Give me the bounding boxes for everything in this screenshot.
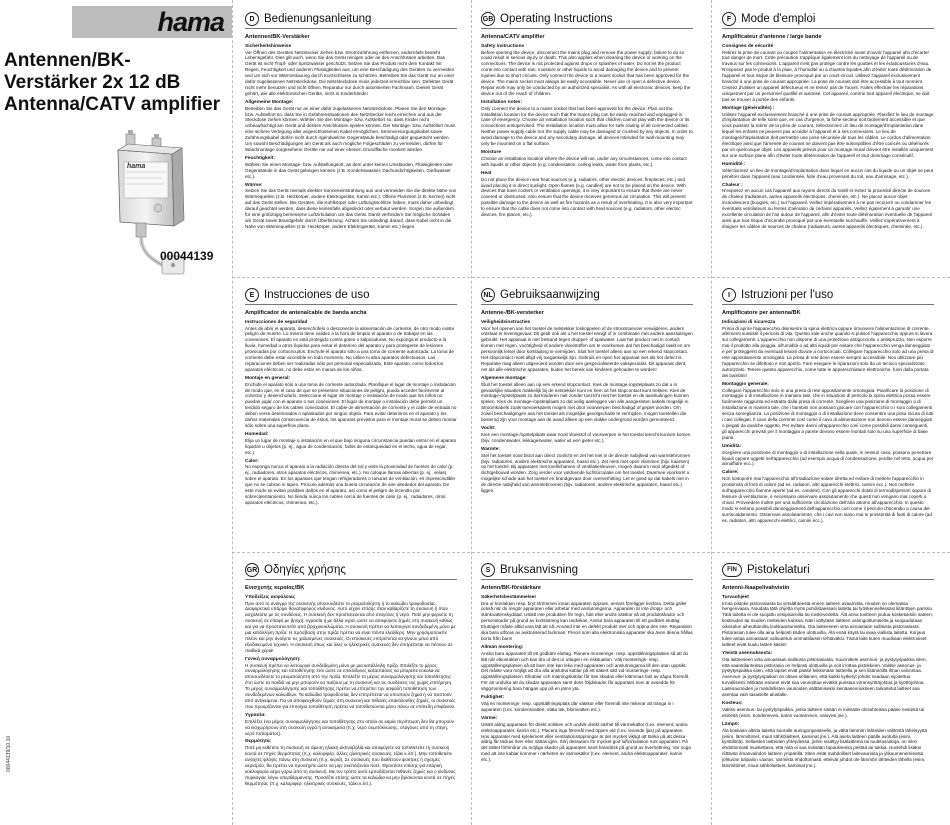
section-fin <box>722 563 934 815</box>
cover-title-line-1: Antennen/BK- <box>4 50 131 71</box>
section-f <box>722 12 934 266</box>
subsection-text: Sluit het toestel alleen aan op een erkend stopcontact. Kies de montage-/opstelplaats zo dat u in gevaarlijke situaties makkelijk bij de netstekker kunt en hem uit het stopcontact kunt trekken. Kies de montage-/opstelplaats zo dat kinderen niet zonder toezicht met het toestel en de aansluitingen kunnen spelen. Kies de montage-/opstelplaats zo dat veilig aanleggen van alle aangesloten kabels mogelijk is. Stroomkabels zoals toevoerkabels mogen niet door voorwerpen beschadigd of geplet worden. Om zowel beschadigingen aan het toestel als mogelijke gevolgschade te vermijden, mogen toestellen die bestemd zijn voor montage aan de wand alleen op een vlakke ondergrond worden gemonteerd. <box>481 381 690 423</box>
subsection-text: Voor het openen van het toestel de netstekker loskoppelen of de stroomtoevoer verwijderen, anders ontstaat er levensgevaar. Dit geldt ook als u het toestel reinigt of in combinatie met andere aansluitingen gebruikt. Het apparaat is niet bestand tegen druppel- of spatwater. Laat het product niet in contact komen met regen, vochtigheid of andere vloeistoffen om te voorkomen dat het beschadigd raakt en om persoonlijk letsel door kortsluiting te vermijden. Sluit het toestel alleen aan op een erkend stopcontact. Het stopcontact moet altijd vrij toegankelijk zijn. Gebruik en open het apparaat niet als het defect is. Reparatie mag alleen uitgevoerd worden door een gespecialiseerde vakspecialist. Dit apparaat dient, net als alle elektrische apparaten, buiten het bereik van kinderen gehouden te worden! <box>481 325 693 372</box>
subsection-heading: Montaje en general: <box>245 375 291 381</box>
section-body <box>722 32 934 266</box>
product-heading: Ενισχυτής κεραίας/BK <box>245 585 305 591</box>
subsection-heading: Fuktighet: <box>481 695 505 701</box>
product-heading: Antenne-/BK-versterker <box>481 310 544 316</box>
section-body <box>481 583 693 815</box>
subsection-text: Η συσκευή πρέπει να λειτουργεί συνδεδεμένη μόνο με μια κατάλληλη πρίζα. Επιλέξτε το μέρος συναρμολόγησης και τοποθέτησης έτσι ώστε σε επικίνδυνες καταστάσεις να μπορείτε εύκολα να αποσυνδέσετε το ρευματολήπτη από την πρίζα. Επιλέξτε το μέρος συναρμολόγησης και τοποθέτησης έτσι ώστε τα παιδιά να μην μπορούν να παίζουν με τη συσκευή και τις συνδέσεις της χωρίς επιτήρηση. Το μέρος συναρμολόγησης και τοποθέτησης πρέπει να επιτρέπει την ασφαλή τοποθέτηση των συνδεδεμένων καλωδίων. Τα καλώδια τροφοδοσίας δεν επιτρέπεται να υποστούν ζημιά ή να πιεστούν από αντικείμενα. Για να αποφευχθούν ζημιές στη συσκευή και πιθανές επακόλουθες ζημιές, οι συσκευές που προορίζονται για επιτοίχια τοποθέτηση πρέπει να τοποθετούνται μόνο πάνω σε επίπεδη επιφάνεια. <box>245 662 456 709</box>
subsection-heading: Instrucciones de seguridad <box>245 319 308 325</box>
language-title: Instrucciones de uso <box>264 289 370 301</box>
product-heading: Antenni-/kaapelivahvistin <box>722 585 790 591</box>
subsection-text: Prima di aprire l'apparecchio disinserire la spina elettrica oppure rimuovere l'alimentazione di corrente, altrimenti sussiste il pericolo di vita. Questo vale anche quando si pulisce l'apparecchio oppure si lavora sui collegamenti. L'apparecchio non dispone di una protezione antigocciolio o antispruzzo. Non esporre mai il prodotto alla pioggia, all'umidità o ad altri liquidi per evitare che l'apparecchio venga danneggiato e per proteggersi da eventuali lesioni dovute a cortocircuiti. Collegare l'apparecchio solo ad una presa di rete appositamente omologata. La presa di rete deve essere sempre accessibile. Non utilizzare più l'apparecchio se difettoso e non aprirlo. Fare eseguire le riparazioni solo da un tecnico specializzato autorizzato. Tenere questo apparecchio, come tutte le apparecchiature elettroniche, fuori dalla portata dei bambini! <box>722 325 934 378</box>
subsection-heading: Humidité : <box>722 161 746 167</box>
subsection-text: Utilisez l'appareil exclusivement branché à une prise de courant appropriée. Planifiez le lieu de montage d'implantation de telle sorte que, en cas d'urgence, la fiche secteur soit facilement accessible et que vous puissiez la retirer de la prise de courant. Sélectionnez un lieu de montage/d'implantation dans lequel les enfants ne peuvent pas accéder à l'appareil et à ses connexions. Le lieu de montage/d'implantation doit permettre une pose sécurisée de tous les câbles. Le cordon d'alimentation électrique ainsi que l'amenée de courant ne doivent pas être susceptibles d'être coincés ou détériorés par un quelconque objet. Les appareils prévus pour un montage mural doivent être installés uniquement sur une surface plane afin d'éviter toute détérioration de l'appareil et tout dommage consécutif. <box>722 111 934 158</box>
subsection-text: Dra ur kontakten resp. bryt strömmen innan apparaten öppnas, annars föreligger livsfara. Detta gäller också när du rengör apparaten eller arbetar med anslutningarna. Apparaten är inte dropp- och stänkvattenskyddad. Utsätt inte produkten för regn, fukt eller andra vätskor så att produktskador och personskador på grund av kortslutning kan undvikas. Anslut bara apparaten till ett godkänt eluttag. Eluttaget måste alltid vara lätt att nå. Använd inte en defekt produkt mer och öppna den inte. Reparation ska bara utföras av auktoriserad fackman. Precis som alla elektroniska apparater ska även denna hållas borta från barn! <box>481 600 693 641</box>
subsection-text: Setzen Sie das Gerät niemals direkter Sonneneinstrahlung aus und vermeiden Sie die direkte Nähe von Wärmequellen (z.B. Heizkörper, andere Elektrogeräte, Kamin etc.). Offene Flammen (z.B. Kerzen) nicht auf das Gerät stellen. Bei Geräten, die Kühlkörper oder Lüftungsschlitze haben, muss daher unbedingt darauf geachtet werden, dass diese keinesfalls abgedeckt oder verbaut werden. Sorgen Sie außerdem für eine großzügig bemessene Luftzirkulation um das Gerät. Damit verhindern Sie mögliche Schäden am Gerät sowie Brandgefahr durch Überhitzung. Achten Sie unbedingt darauf, dass Kabel nicht in die Nähe von Wärmequellen (z.B. Heizkörper, andere Elektrogeräte, Kamin etc.) liegen. <box>245 188 457 229</box>
section-body <box>481 32 693 266</box>
subsection-text: Stel het toestel nooit bloot aan direct zonlicht en zet het niet in de directe nabijheid van warmtebronnen (bijv. radiatoren, andere elektrische apparaten, haard etc.). Zet niets met open vlammen (bijv. kaarsen) op het toestel. Bij apparaten met koellichamen of ventilatiesleuven, mogen daarom nooit afgedekt of dichtgebouwd worden. Zorg verder voor voldoende luchtcirculatie om het toestel. Daarmee voorkomt u mogelijke schade aan het toestel en brandgevaar door oververhitting. Let er goed op dat kabels niet in de directe nabijheid van warmtebronnen (bijv. radiatoren, andere elektrische apparaten, haard etc.) liggen. <box>481 452 691 494</box>
subsection-text: Kies een montage-/opstelplaats waar nooit vloeistof of voorwerpen in het toestel terecht kunnen komen (bijv. condenswater, lekkageswater, water uit een gieter etc.). <box>481 431 691 443</box>
section-body <box>481 308 693 540</box>
subsection-heading: Turvaohjeet <box>722 594 749 600</box>
section-nl <box>481 288 693 540</box>
subsection-text: Antes de abrir el aparato, desenchúfelo o desconecte la alimentación de corriente, de otro modo existe peligro de muerte. Lo mismo tiene validez a la hora de limpiar el aparato o de trabajar en las conexiones. El aparato no está protegido contra goteo o salpicaduras. No exponga el producto a la lluvia, humedad u otros líquidos para evitar el deterioro del aparato y para protegerse de lesiones provocadas por cortocircuitos. Enchufe el aparato sólo a una toma de corriente autorizada. La toma de corriente debe estar accesible en todo momento. No utilice ni abra aparatos defectuosos. Las reparaciones deben ser realizadas sólo por personal especializado. Este aparato, como todos los aparatos eléctricos, no debe estar en manos de los niños. <box>245 325 455 372</box>
subsection-heading: Allmän montering: <box>481 644 524 650</box>
subsection-text: Only connect the device to a mains socket that has been approved for the device. Plan out the installation location for the device such that the mains plug can be easily reached and unplugged in case of emergency. Choose an installation location such that children cannot play with the device or its connections unsupervised. The installation location must allow for safe routing of all connected cables. Neither power supply cable nor the supply cable may be damaged or crushed by any objects. In order to avoid damage to the device and any secondary damage, all devices intended for wall-mounting may only be mounted on a flat surface. <box>481 105 693 147</box>
subsection-text: Choose an installation location where the device will not, under any circumstances, come into contact with liquids or other objects (e.g. condensation, ceiling leaks, water from plants, etc.). <box>481 155 687 167</box>
subsection-text: Non sottoporre mai l'apparecchio all'irradiazione solare diretta ed evitare di mettere l'apparecchio in prossimità di fonti di calore (ad es. radiatori, altri apparecchi elettrici, camini ecc.). Non mettere sull'apparecchio fiamme aperte (ad es. candele). Con gli apparecchi dotati di termodispersori oppure di fessure di ventilazione, è necessario osservare assolutamente che questi non vengano mai coperti o chiusi. Provvedere inoltre per una sufficiente circolazione dell'aria attorno all'apparecchio. In questo modo si evitano possibili danneggiamenti dell'apparecchio così come il pericolo d'incendio a causa del surriscaldamento. Osservare assolutamente, che i cavi non siano mai in prossimità di fonti di calore (ad es. radiatori, altri apparecchi elettrici, camini ecc.). <box>722 476 932 523</box>
subsection-heading: Sicherheitshinweise <box>245 43 292 49</box>
language-code-badge: FIN <box>722 563 742 577</box>
section-gb <box>481 12 693 266</box>
section-gr <box>245 563 457 815</box>
subsection-text: Irrota pistoke pistorasiasta tai virtalähteestä ennen laitteen avaamista, muuten on olemassa hengenvaara. Noudata tätä ohjetta myös puhdistaessasi laitetta tai työskennellessäsi liitäntöjen parissa. Tätä laitetta ei ole suojattu vesipisaroilta tai roiskevedeltä. Älä anna tuotteen joutua kosketuksiin sateen, kosteuden tai muiden nesteiden kanssa. Näin vältytään laitteen vahingoittumiselta ja suojaudutaan oikosulun aiheuttamilta loukkaantumisilta. Ota laitteeseen virta ainoastaan sallitusta pistorasiasta. Pistorasian tulee olla aina helposti käden ulottuvilla. Älä enää käytä tai avaa viallista laitetta. Korjaus tulee antaa ainoastaan valtuutetun ammattilaisen tehtäväksi. Tämä laite kuten muutkaan elektroniset laitteet eivät kuulu lasten käsiin! <box>722 600 933 647</box>
language-code-badge: NL <box>481 288 495 302</box>
subsection-text: Enchufe el aparato sólo a una toma de corriente autorizada. Planifique el lugar de montaje o instalación de modo que, en el caso de que se presenten situaciones de peligro, pueda acceder fácilmente al conector y desenchufarlo. Seleccione el lugar de montaje o instalación de modo que los niños no puedan jugar con el aparato o sus conexiones. El lugar de montaje o instalación debe permitir un tendido seguro de los cables conectados. El cable de alimentación de corriente y el cable de entrada no deben verse deteriorados o aplastados por ningún objeto. Para evitar deterioros en el aparato y los daños materiales consecuencia de éstos, los aparatos previstos para el montaje mural se deben montar sólo sobre una superficie plana. <box>245 381 457 428</box>
subsection-text: Wählen Sie einen Montage- bzw. Aufstellungsort, an dem unter keinen Umständen, Flüssigkeiten oder Gegenstände in das Gerät gelangen können (z.B. Kondenswasser, Dachundichtigkeiten, Gießwasser etc.). <box>245 161 453 179</box>
section-d <box>245 12 457 266</box>
subsection-heading: Värme: <box>481 715 498 721</box>
language-title: Pistokelaturi <box>747 564 810 576</box>
section-header <box>245 12 457 29</box>
fold-line-vertical-3 <box>711 0 712 825</box>
language-code-badge: I <box>722 288 736 302</box>
language-title: Gebruiksaanwijzing <box>500 289 600 301</box>
language-title: Bedienungsanleitung <box>264 13 372 25</box>
product-heading: Antenna/CATV amplifier <box>481 34 545 40</box>
section-header <box>481 288 693 305</box>
subsection-text: Utsätt aldrig apparaten för direkt solsken och undvik direkt närhet till värmekällor (t.ex. element, andra elektroapparater, kamin etc.). Placera inga föremål med öppen eld (t.ex. levande ljus) på apparaten. Hos apparater med kylelement eller ventilationsöppningar är det mycket viktigt att tänka på att dessa aldrig får täckas över eller sättas igen. Sörj dessutom för mycket god luftcirkulation runt apparaten. På det sättet förhindrar du möjliga skador på apparaten samt brandrisk på grund av överhettning. Var noga med att inte kablar kommer i närheten av värmekällor (t.ex. element, andra elektroapparater, kamin etc.). <box>481 721 691 763</box>
subsection-heading: Algemene montage: <box>481 375 527 381</box>
fold-line-vertical-1 <box>232 0 233 825</box>
section-header <box>722 288 934 305</box>
subsection-heading: Kosteus: <box>722 701 743 706</box>
subsection-text: Collegare l'apparecchio solo in una presa di rete appositamente omologata. Pianificare la posizione di montaggio o di installazione in maniera tale, che in situazioni di pericolo la spina elettrica possa essere facilmente raggiunta ed estratta dalla presa di corrente. Scegliere una posizione di montaggio o di installazione in maniera tale, che i bambini non possano giocare con l'apparecchio o i suoi collegamenti senza sorveglianza. La posizione di montaggio o di installazione deve consentire una posa sicura di tutti i cavi collegati. Il cavo della corrente così come il cavo di alimentazione non devono essere danneggiati o piegati da qualche oggetto. Per evitare danni all'apparecchio così come possibili danni conseguenti, gli apparecchi previsti per il montaggio a parete devono essere montati solo su una superficie di base piana. <box>722 387 934 440</box>
subsection-heading: Warmte: <box>481 446 501 452</box>
subsection-text: Ota laitteeseen virta ainoastaan sallitusta pistorasiasta. Suunnittele asennus- ja pystytyspaikka siten, että vaaratilanteissa pistorasia on helposti ulottuvilla ja voit irrottaa pistokkeen. Valitse asennus- ja pystytyspaikka siten, että lapset eivät pääse leikkimään laitteella ja sen liitännöillä ilman valvontaa. Asennus- ja pystytyspaikan on oltava sellainen, että kaikki kytketyt johdot saadaan sijoitettua turvallisesti. Mitkään esineet eivät saa vaurioittaa eivätkä puristaa virransyöttöjohtoa ja syöttöjohtoa. Laitevaurioiden ja mahdollisten vaurioiden välttämiseksi seinäasennukseen tarkoitetut laitteet saa asentaa vain tasaiselle alustalle. <box>722 656 927 698</box>
subsection-text: No exponga nunca el aparato a la radiación directa del sol y evite la proximidad de fuentes de calor (p. ej., radiadores, otros aparatos eléctricos, chimenea, etc.). No coloque llamas abiertas (p. ej., velas) sobre el aparato. En los aparatos que tengan refrigeradores o ranuras de ventilación, es imprescindible que no se cubran ni tapen. Procure además una buena circulación de aire alrededor del aparato. De este modo se evitan posibles daños en el aparato, así como el peligro de incendio por sobrecalentamiento. No tienda nunca los cables cerca de fuentes de calor (p. ej., radiadores, otros aparatos eléctricos, chimenea, etc.). <box>245 464 455 505</box>
section-body <box>245 583 457 815</box>
subsection-text: Vor Öffnen des Gerätes Netzstecker ziehen bzw. Stromzuführung entfernen, andernfalls besteht Lebensgefahr. Dies gilt auch, wenn Sie das Gerät reinigen oder an den Anschlüssen arbeiten. Das Gerät ist nicht Tropf- oder Spritzwasser geschützt. Setzen Sie das Produkt nicht dem Kontakt mit Regen, Feuchtigkeit und anderen Flüssigkeiten aus, um eine Beschädigung des Gerätes zu vermeiden und um sich vor Wärmestauung durch Kurzschlüsse zu schützen. Betreiben Sie das Gerät nur an einer dafür zugelassenen Netzsteckdose. Die Netzsteckdose muss jederzeit erreichbar sein. Defektes Gerät nicht mehr benutzen und nicht öffnen. Reparatur nur durch autorisierten Fachmann. Dieses Gerät gehört, wie alle elektronischen Geräte, nicht in Kinderhände! <box>245 49 455 96</box>
section-body <box>722 308 934 540</box>
section-header <box>481 12 693 29</box>
cover-title <box>4 50 232 116</box>
subsection-heading: Feuchtigkeit: <box>245 155 275 161</box>
product-heading: Amplificateur d'antenne / large bande <box>722 34 822 40</box>
subsection-heading: Yleistä asennuksesta: <box>722 650 773 656</box>
subsection-text: Sélectionnez un lieu de montage/d'implantation dans lequel en aucun cas du liquide ou un objet ne peut pénétrer dans l'appareil (eau condensée, fuite d'eau provenant du toit, eau d'arrosage, etc.). <box>722 167 934 179</box>
brand-logo-bar <box>72 6 232 38</box>
product-heading: Antenn/BK-förstärkare <box>481 585 541 591</box>
language-title: Οδηγίες χρήσης <box>264 564 346 576</box>
product-heading: Amplificador de antena/cable de banda ancha <box>245 310 367 316</box>
product-heading: Antennen/BK-Verstärker <box>245 34 310 40</box>
section-header <box>481 563 693 580</box>
subsection-heading: Υποδείξεις ασφάλειας <box>245 594 296 600</box>
section-header <box>722 563 934 580</box>
subsection-heading: Vocht: <box>481 426 496 431</box>
subsection-heading: Moisture <box>481 150 501 155</box>
language-title: Mode d'emploi <box>741 13 816 25</box>
subsection-text: Πριν από το άνοιγμα της συσκευής αποσυνδέστε το ρευματολήπτη ή το καλώδιο τροφοδοσίας. Διαφορετικά υπάρχει θανατηφόρος κίνδυνος. Αυτό ισχύει επίσης όταν καθαρίζετε τη συσκευή ή όταν ασχολείστε με τις συνδέσεις. Η συσκευή δεν προστατεύεται από σταγόνες ή νερό. Ποτέ μην φέρνετε τη συσκευή σε επαφή με βροχή, υγρασία ή με άλλα υγρά, ώστε να αποφύγετε ζημιές στη συσκευή καθώς και για να προστατευτείτε από βραχυκυκλώματα. Η συσκευή πρέπει να λειτουργεί συνδεδεμένη μόνο με μια κατάλληλη πρίζα. Η πρόσβαση στην πρίζα πρέπει να είναι πάντα ελεύθερη. Μην χρησιμοποιείτε πλέον και μην ανοίγετε τις χαλασμένες συσκευές. Οι επισκευές επιτρέπεται να γίνουν μόνο από εξειδικευμένο τεχνικό. Η συσκευή όπως και όλες οι ηλεκτρικές συσκευές δεν επιτρέπεται να πέσουν σε παιδικά χέρια! <box>245 600 456 653</box>
subsection-text: Valitse asennus- tai pystytyspaikka, jossa laitteen sisään ei missään olosuhteissa pääse nesteitä tai esineitä (esim. kondensvesi, katon vuotaminen, valuvesi jne.). <box>722 706 925 718</box>
section-body <box>722 583 934 815</box>
fold-line-horizontal-2 <box>232 552 950 553</box>
language-code-badge: GR <box>245 563 259 577</box>
subsection-text: Before opening the device, disconnect the mains plug and remove the power supply; failure to do so could result in serious injury or death. This also applies when cleaning the device or working on the connections. The device is not protected against drops or splashes of water. Do not let the product come into contact with rain, moisture or other liquids to avoid damaging the device and to prevent injuries due to short circuits. Only connect the device to a mains socket that has been approved for the device. The mains socket must always be easily accessible. Never use or open a defective device. Repair work may only be conducted by an authorized specialist. As with all electronic devices, keep the device out of the reach of children. <box>481 49 691 96</box>
subsection-heading: Umidità: <box>722 443 742 449</box>
subsection-heading: Υγρασία: <box>245 712 266 718</box>
device-brand-label: hama <box>127 163 146 170</box>
section-body <box>245 308 457 540</box>
subsection-heading: Calore: <box>722 470 739 476</box>
subsection-heading: Montage (généralités) : <box>722 105 775 111</box>
language-code-badge: D <box>245 12 259 26</box>
language-title: Operating Instructions <box>500 13 613 25</box>
subsection-text: Elija un lugar de montaje o instalación en el que bajo ninguna circunstancia puedan entrar en el aparato líquidos u objetos (p. ej., agua de condensación, fallos de estanqueidad en el techo, agua de regar, etc.). <box>245 437 457 455</box>
section-header <box>245 288 457 305</box>
subsection-text: Välj en monterings- resp. uppställningsplats där vätskor eller föremål inte riskerar att tränga in i apparaten (t.ex. kondensvatten, otäta tak, blomvatten etc.). <box>481 701 674 712</box>
section-i <box>722 288 934 540</box>
section-header <box>722 12 934 29</box>
subsection-text: N'exposez en aucun cas l'appareil aux rayons directs du soleil et évitez la proximité directe de sources de chaleur (radiateurs, autres appareils électriques, cheminée, etc.). Ne placez aucun objet incandescent (bougies, etc.) sur l'appareil. Veillez impérativement à ne pas recouvrir ou condamner les éventuels ventilateurs ou fentes d'aération de certains appareils. Veillez également à garantir une excellente circulation de l'air autour de l'appareil, afin d'éviter toute détérioration éventuelle de l'appareil ainsi que tout risque d'incendie provoqué par une éventuelle surchauffe. Veillez impérativement à éloigner les câbles de sources de chaleur (radiateurs, autres appareils électriques, cheminée, etc.). <box>722 188 932 229</box>
language-title: Bruksanvisning <box>500 564 578 576</box>
section-s <box>481 563 693 815</box>
subsection-heading: Chaleur : <box>722 182 743 188</box>
subsection-heading: Veiligheidsinstructies <box>481 319 531 325</box>
document-id: 00044139/10.10 <box>6 735 12 772</box>
subsection-heading: Installation notes: <box>481 99 523 105</box>
subsection-text: Scegliere una posizione di montaggio o di installazione nella quale, in nessun caso, possano penetrare liquidi oppure oggetti nell'apparecchio (ad esempio acqua di condensazione, perdite nel tetto, acqua per annaffiare ecc.). <box>722 449 934 467</box>
subsection-heading: Montaggio generale: <box>722 381 769 387</box>
subsection-text: Ποτέ μη εκθέτετε τη συσκευή σε άμεση ηλιακή ακτινοβολία και αποφύγετε να τοποθετείτε τη συσκευή κοντά σε πηγές θερμότητας (π.χ. καλοριφέρ, άλλες ηλεκτρικές συσκευές, τζάκι κ.λπ.). Μην τοποθετείτε ανοιχτές φλόγες πάνω στη συσκευή (π.χ. κεριά). Σε συσκευές που διαθέτουν ψύκτρες ή σχισμές αερισμού, θα πρέπει να προσέχετε ώστε να μην σκεπάζονται ποτέ. Φροντίστε επίσης για επαρκή κυκλοφορία αέρα γύρω από τη συσκευή. Με τον τρόπο αυτό εμποδίζονται πιθανές ζημιές και ο κίνδυνος πυρκαγιάς λόγω υπερθέρμανσης. Προσέξτε επίσης ώστε τα καλώδια να μην βρίσκονται κοντά σε πηγές θερμότητας (π.χ. καλοριφέρ, ηλεκτρικές συσκευές, τζάκι κ.λπ.). <box>245 745 456 786</box>
subsection-heading: Indicazioni di sicurezza <box>722 319 776 325</box>
product-heading: Amplificatore per antenna/BK <box>722 310 801 316</box>
brand-logo: hama <box>157 6 224 37</box>
subsection-heading: Consignes de sécurité <box>722 43 774 49</box>
subsection-text: Retirez la prise de courant ou coupez l'alimentation en électricité avant d'ouvrir l'appareil afin d'écarter tout danger de mort. Cette précaution s'applique également lors du nettoyage de l'appareil ou de travaux sur les connexions. L'appareil n'est pas protégé contre les gouttes et les éclaboussures d'eau. N'exposez pas le produit à la pluie, à l'humidité ou à d'autres liquides afin d'éviter toute détérioration de l'appareil et tout risque de blessure provoqué par un court-circuit. Utilisez l'appareil exclusivement branché à une prise de courant appropriée. La prise de courant doit être accessible à tout moment. Cessez d'utiliser un appareil défectueux et ne tentez pas de l'ouvrir. Faites effectuer les réparations uniquement par un personnel qualifié et autorisé. Cet appareil, comme tout appareil électrique, ne doit pas se trouver à portée des enfants. <box>722 49 932 102</box>
fold-line-vertical-2 <box>471 0 472 825</box>
subsection-heading: Wärme: <box>245 182 263 188</box>
subsection-heading: Γενική συναρμολόγηση: <box>245 656 301 662</box>
subsection-heading: Lämpö: <box>722 721 740 727</box>
section-e <box>245 288 457 540</box>
subsection-heading: Säkerhetsbestämmelser <box>481 594 537 600</box>
language-code-badge: S <box>481 563 495 577</box>
cover-title-line-3: Antenna/CATV amplifier <box>4 94 221 115</box>
fold-line-horizontal-1 <box>232 277 950 278</box>
subsection-heading: Humedad: <box>245 431 269 437</box>
subsection-text: Anslut bara apparaten till ett godkänt eluttag. Planera monterings- resp. uppställningsplatsen så att du lätt når elkontakten och kan dra ut den ur uttaget i en riskituation. Välj monterings- resp. uppställningsplatsen så att barn inte kan leka med apparaten och anslutningarna till den utan uppsikt. Det måste vara möjligt att dra alla anslutna kablar på ett säkert sätt vid monterings- resp. uppställningsplatsen. Elkablar och matningskablar får inte skadas eller klämmas fast av några föremål. För att undvika att du skadar apparaten samt dess följdskador får apparater som är avsedda för väggmontering bara hängas upp på en jämn yta. <box>481 650 690 692</box>
subsection-heading: Calor: <box>245 458 259 464</box>
language-title: Istruzioni per l'uso <box>741 289 834 301</box>
subsection-heading: Safety instructions <box>481 43 525 49</box>
article-number: 00044139 <box>160 249 214 263</box>
subsection-heading: Heat <box>481 170 492 176</box>
language-code-badge: E <box>245 288 259 302</box>
language-code-badge: F <box>722 12 736 26</box>
section-body <box>245 32 457 266</box>
section-header <box>245 563 457 580</box>
subsection-text: Älä koskaan altista laitetta suoralle auringonpaisteelle, ja vältä lämmön lähteiden välitöntä läheisyyttä (esim. lämmittimet, muut sähkölaitteet, kamiinat jne.). Älä aseta laitteen päälle avotulta (esim. kynttilöitä). Sellaisten laitteiden yhteydessä, joihin sisältyy lisälaitteina tai tuuletusrakoja, on siksi ehdottomasti muistettava, että niitä ei saa missään tapauksessa peittää tai tukkia. Huolehdi lisäksi riittävän ilmanvaihdon laitteen ympärillä. Siten estät mahdolliset laitevaurioita ja ylikuumenemisesta johtuvan tulipalon vaaran. Varmista ehdottomasti, etteivät johdot ole lämmön lähteiden lähellä (esim. lämmittimet, muut sähkölaitteet, kamiinat jne.). <box>722 727 928 769</box>
subsection-text: Do not place the device near heat sources (e.g. radiators, other electric devices, fireplaces, etc.) and avoid placing it in direct sunlight. Open flames (e.g. candles) are not to be placed on the device. With devices that have coolers or ventilation openings, it is very important to ensure that these are never covered or obstructed. Also ensure that the device receives generous air circulation. This will prevent possible damage to the device as well as fire hazards as a result of overheating. It is also very important to ensure that the cable does not come into contact with heat sources (e.g. radiators, other electric devices, fire places, etc.). <box>481 176 693 218</box>
subsection-text: Επιλέξτε ένα μέρος συναρμολόγησης και τοποθέτησης στο οποίο σε καμία περίπτωση δεν θα μπορούν να εισχωρήσουν στη συσκευή υγρά ή αντικείμενα (π.χ. νερό συμπύκνωσης, σταγόνες από τη στέγη, νερό ποτίσματος). <box>245 718 454 736</box>
subsection-heading: Allgemeine Montage: <box>245 99 294 105</box>
language-code-badge: GB <box>481 12 495 26</box>
subsection-heading: Θερμότητα: <box>245 739 272 745</box>
subsection-text: Betreiben Sie das Gerät nur an einer dafür zugelassenen Netzsteckdose. Planen Sie den Montage- bzw. Aufstellort so, dass Sie in Gefahrensituationen den Netzstecker leicht erreichen und aus der Steckdose ziehen können. Wählen Sie den Montage- bzw. Aufstellort so, dass Kinder nicht unbeaufsichtigt am Gerät und dessen Anschlüssen spielen können. Der Montage- bzw. Aufstellort muss eine sichere Verlegung aller angeschlossenen Kabel ermöglichen. Stromversorgungskabel sowie Zuführungskabel dürfen nicht durch irgendwelche Gegenstände beschädigt oder gequetscht werden. Um sowohl Beschädigungen am Gerät als auch mögliche Folgeschäden zu vermeiden, dürfen für Wandmontage vorgesehene Geräte nur auf einer ebenen Grundfläche montiert werden. <box>245 105 456 152</box>
cover-title-line-2: Verstärker 2x 12 dB <box>4 72 181 93</box>
